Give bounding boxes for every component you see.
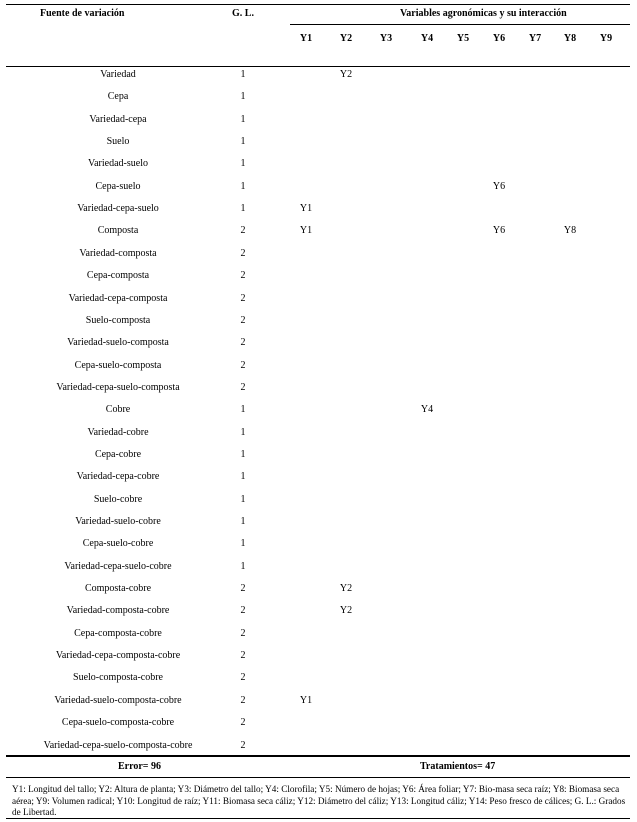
gl-cell: 1 <box>240 180 246 192</box>
source-cell: Variedad-cepa-suelo <box>77 203 159 215</box>
gl-cell: 1 <box>240 203 246 215</box>
variable-header-y1: Y1 <box>299 33 313 44</box>
treatments-summary: Tratamientos= 47 <box>420 761 496 772</box>
source-cell: Cepa-cobre <box>94 448 142 460</box>
variable-header-y2: Y2 <box>339 33 353 44</box>
variable-header-y4: Y4 <box>420 33 434 44</box>
source-cell: Variedad-suelo-composta <box>67 337 169 349</box>
gl-cell: 2 <box>240 381 246 393</box>
gl-cell: 2 <box>240 605 246 617</box>
source-cell: Cobre <box>105 404 131 416</box>
variable-header-y6: Y6 <box>492 33 506 44</box>
gl-cell: 2 <box>240 337 246 349</box>
header-rule <box>6 66 630 67</box>
header-source: Fuente de variación <box>40 8 125 19</box>
significance-cell: Y2 <box>339 583 353 595</box>
gl-cell: 2 <box>240 650 246 662</box>
gl-cell: 2 <box>240 314 246 326</box>
header-gl: G. L. <box>232 8 254 19</box>
variable-header-y8: Y8 <box>563 33 577 44</box>
gl-cell: 1 <box>240 136 246 148</box>
source-cell: Variedad-cobre <box>87 426 149 438</box>
gl-cell: 2 <box>240 270 246 282</box>
gl-cell: 1 <box>240 404 246 416</box>
gl-cell: 1 <box>240 91 246 103</box>
gl-cell: 2 <box>240 583 246 595</box>
source-cell: Composta-cobre <box>84 583 152 595</box>
gl-cell: 1 <box>240 516 246 527</box>
significance-cell: Y1 <box>299 694 313 706</box>
source-cell: Variedad-cepa-cobre <box>76 471 160 483</box>
source-cell: Variedad-cepa-suelo-cobre <box>64 560 172 572</box>
source-cell: Variedad-cepa <box>89 113 147 125</box>
significance-cell: Y8 <box>563 225 577 237</box>
gl-cell: 1 <box>240 426 246 438</box>
source-cell: Variedad-cepa-suelo-composta-cobre <box>43 739 193 751</box>
source-cell: Cepa-suelo-composta <box>74 359 162 371</box>
source-cell: Variedad-composta-cobre <box>66 605 170 617</box>
source-cell: Composta <box>97 225 139 237</box>
bottom-rule <box>6 818 630 819</box>
source-cell: Suelo-composta-cobre <box>73 672 163 684</box>
gl-cell: 1 <box>240 113 246 125</box>
gl-cell: 2 <box>240 694 246 706</box>
gl-cell: 1 <box>240 69 246 80</box>
source-cell: Cepa-composta-cobre <box>74 627 162 639</box>
source-cell: Suelo <box>106 136 130 148</box>
significance-cell: Y1 <box>299 203 313 215</box>
gl-cell: 1 <box>240 471 246 483</box>
source-cell: Suelo-composta <box>85 314 151 326</box>
error-summary: Error= 96 <box>118 761 162 772</box>
significance-cell: Y2 <box>339 69 353 80</box>
variable-header-y7: Y7 <box>528 33 542 44</box>
gl-cell: 2 <box>240 739 246 751</box>
group-underline <box>290 24 630 25</box>
source-cell: Variedad-cepa-composta-cobre <box>55 650 181 662</box>
gl-cell: 2 <box>240 292 246 304</box>
source-cell: Variedad-cepa-suelo-composta <box>56 381 180 393</box>
source-cell: Variedad-suelo-composta-cobre <box>54 694 182 706</box>
gl-cell: 1 <box>240 560 246 572</box>
gl-cell: 1 <box>240 538 246 550</box>
source-cell: Variedad-suelo-cobre <box>75 516 161 527</box>
header-group: Variables agronómicas y su interacción <box>400 8 567 19</box>
variable-header-y9: Y9 <box>599 33 613 44</box>
variable-header-y3: Y3 <box>379 33 393 44</box>
source-cell: Variedad-cepa-composta <box>68 292 168 304</box>
significance-cell: Y6 <box>492 225 506 237</box>
source-cell: Variedad <box>100 69 136 80</box>
gl-cell: 1 <box>240 158 246 170</box>
source-cell: Cepa-suelo-composta-cobre <box>61 717 175 729</box>
gl-cell: 2 <box>240 225 246 237</box>
significance-cell: Y1 <box>299 225 313 237</box>
source-cell: Suelo-cobre <box>93 493 143 505</box>
significance-cell: Y4 <box>420 404 434 416</box>
source-cell: Cepa-composta <box>86 270 150 282</box>
gl-cell: 2 <box>240 717 246 729</box>
significance-cell: Y2 <box>339 605 353 617</box>
gl-cell: 2 <box>240 359 246 371</box>
variable-header-y5: Y5 <box>456 33 470 44</box>
summary-top-rule <box>6 755 630 757</box>
source-cell: Cepa-suelo <box>95 180 141 192</box>
top-rule <box>6 4 630 5</box>
significance-cell: Y6 <box>492 180 506 192</box>
gl-cell: 2 <box>240 627 246 639</box>
gl-cell: 1 <box>240 448 246 460</box>
source-cell: Cepa <box>107 91 129 103</box>
source-cell: Variedad-composta <box>79 247 157 259</box>
source-cell: Cepa-suelo-cobre <box>82 538 154 550</box>
summary-bottom-rule <box>6 777 630 778</box>
footnote: Y1: Longitud del tallo; Y2: Altura de planta; Y3: Diámetro del tallo; Y4: Clorofila; Y5: Número de hojas; Y6: Área foliar; Y7: Bio-masa seca raíz; Y8: Biomasa seca aérea; Y9: Volumen radical; Y10: Longitud de raíz; Y11: Biomasa seca cáliz; Y12: Diámetro del cáliz; Y13: Longitud cáliz; Y14: Peso fresco de cálices; G. L.: Grados de Libertad. <box>12 784 626 817</box>
gl-cell: 1 <box>240 493 246 505</box>
source-cell: Variedad-suelo <box>88 158 148 170</box>
gl-cell: 2 <box>240 672 246 684</box>
gl-cell: 2 <box>240 247 246 259</box>
